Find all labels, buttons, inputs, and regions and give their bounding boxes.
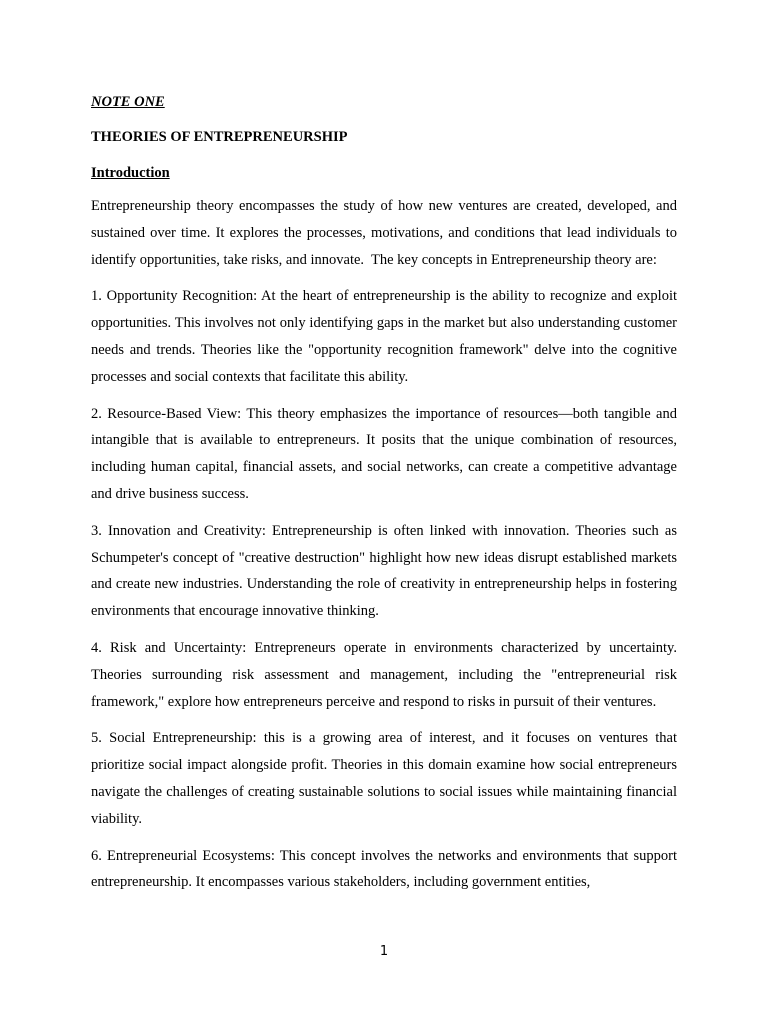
paragraph-risk-uncertainty: 4. Risk and Uncertainty: Entrepreneurs operate in environments characterized by uncertainty. Theories surrounding risk assessment and management, including the "entrepreneurial risk framework," explore how entrepreneurs perceive and respond to risks in pursuit of their ventures.: [91, 639, 677, 710]
paragraph-innovation-creativity: 3. Innovation and Creativity: Entrepreneurship is often linked with innovation. Theories such as Schumpeter's concept of "creative destruction" highlight how new ideas disrupt established markets and create new industries. Understanding the role of creativity in entrepreneurship helps in fostering environments that encourage innovative thinking.: [91, 522, 677, 620]
section-heading: Introduction: [91, 165, 170, 181]
paragraph-social-entrepreneurship: 5. Social Entrepreneurship: this is a growing area of interest, and it focuses on ventures that prioritize social impact alongside profit. Theories in this domain examine how social entrepreneurs navigate the challenges of creating sustainable solutions to social issues while maintaining financial viability.: [91, 730, 677, 827]
page-content: [91, 92, 677, 906]
paragraph-entrepreneurial-ecosystems: 6. Entrepreneurial Ecosystems: This concept involves the networks and environments that support entrepreneurship. It encompasses various stakeholders, including government entities,: [91, 847, 677, 891]
note-label: NOTE ONE: [91, 94, 165, 110]
paragraph-opportunity-recognition: 1. Opportunity Recognition: At the heart of entrepreneurship is the ability to recognize and exploit opportunities. This involves not only identifying gaps in the market but also understanding customer needs and trends. Theories like the "opportunity recognition framework" delve into the cognitive processes and social contexts that facilitate this ability.: [91, 288, 677, 385]
paragraph-resource-based-view: 2. Resource-Based View: This theory emphasizes the importance of resources—both tangible and intangible that is available to entrepreneurs. It posits that the unique combination of resources, including human capital, financial assets, and social networks, can create a competitive advantage and drive business success.: [91, 405, 677, 502]
document-title: THEORIES OF ENTREPRENEURSHIP: [91, 129, 348, 145]
page-number: 1: [379, 944, 389, 959]
paragraph-intro: Entrepreneurship theory encompasses the study of how new ventures are created, developed, and sustained over time. It explores the processes, motivations, and conditions that lead individuals to identify opportunities, take risks, and innovate. The key concepts in Entrepreneurship theory are:: [91, 198, 677, 268]
